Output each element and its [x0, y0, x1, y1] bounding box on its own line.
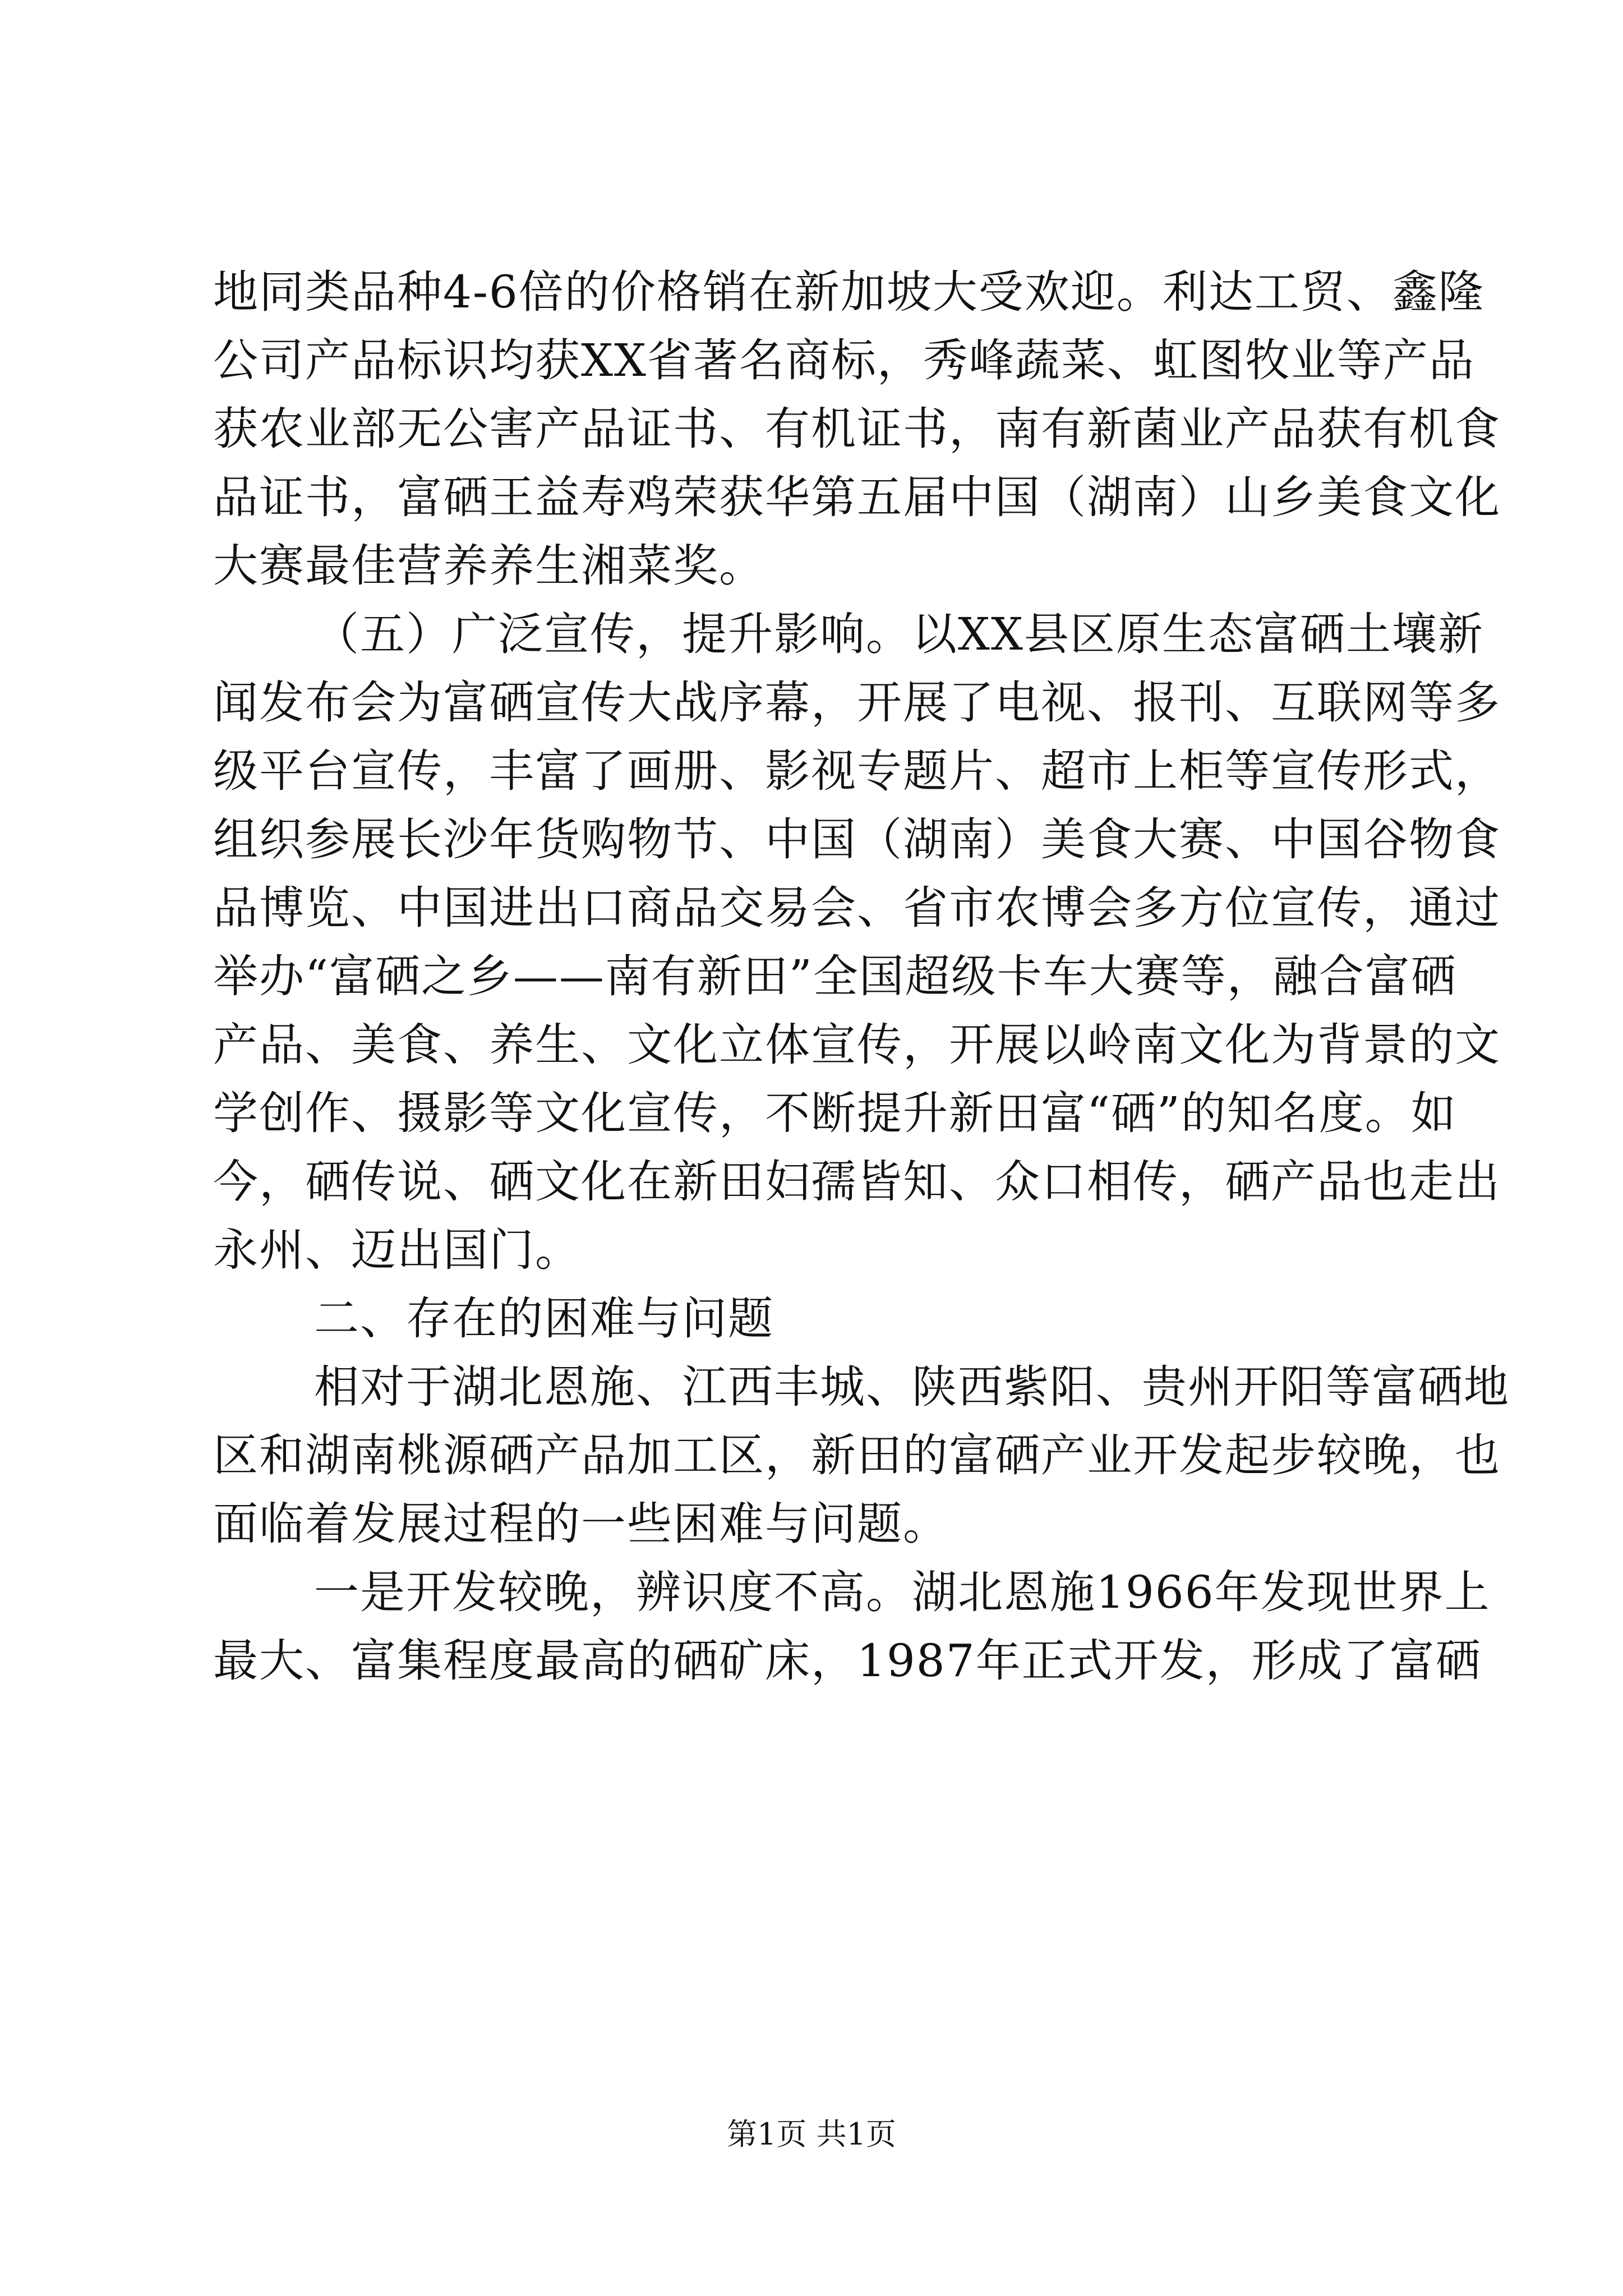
paragraph — [213, 1558, 1491, 1695]
paragraph — [213, 600, 1501, 1285]
text-line: 今，硒传说、硒文化在新田妇孺皆知、众口相传，硒产品也走出 — [213, 1156, 1501, 1208]
text-line: 一是开发较晚，辨识度不高。湖北恩施1966年发现世界上 — [314, 1566, 1491, 1618]
document-body — [213, 258, 1510, 1695]
text-line: 二、存在的困难与问题 — [314, 1292, 774, 1345]
text-line: 区和湖南桃源硒产品加工区，新田的富硒产业开发起步较晚，也 — [213, 1429, 1501, 1481]
text-line: 获农业部无公害产品证书、有机证书，南有新菌业产品获有机食 — [213, 403, 1501, 455]
text-line: 大赛最佳营养养生湘菜奖。 — [213, 540, 765, 592]
text-line: 学创作、摄影等文化宣传，不断提升新田富“硒”的知名度。如 — [213, 1087, 1457, 1139]
text-line: 举办“富硒之乡——南有新田”全国超级卡车大赛等，融合富硒 — [213, 950, 1457, 1002]
text-line: 永州、迈出国门。 — [213, 1224, 581, 1276]
text-line: 品证书，富硒王益寿鸡荣获华第五届中国（湖南）山乡美食文化 — [213, 471, 1501, 523]
text-line: 相对于湖北恩施、江西丰城、陕西紫阳、贵州开阳等富硒地 — [314, 1361, 1510, 1413]
text-line: 最大、富集程度最高的硒矿床，1987年正式开发，形成了富硒 — [213, 1635, 1482, 1687]
section-heading — [213, 1285, 1419, 1353]
text-line: 产品、美食、养生、文化立体宣传，开展以岭南文化为背景的文 — [213, 1019, 1501, 1071]
text-line: 地同类品种4-6倍的价格销在新加坡大受欢迎。利达工贸、鑫隆 — [213, 266, 1484, 318]
text-line: （五）广泛宣传，提升影响。以XX县区原生态富硒土壤新 — [314, 608, 1484, 660]
text-line: 品博览、中国进出口商品交易会、省市农博会多方位宣传，通过 — [213, 882, 1501, 934]
page-footer — [0, 2115, 1623, 2154]
paragraph — [213, 258, 1501, 600]
text-line: 公司产品标识均获XX省著名商标，秀峰蔬菜、虹图牧业等产品 — [213, 334, 1475, 386]
paragraph — [213, 1353, 1510, 1558]
text-line: 面临着发展过程的一些困难与问题。 — [213, 1498, 949, 1550]
text-line: 级平台宣传，丰富了画册、影视专题片、超市上柜等宣传形式， — [213, 745, 1501, 797]
text-line: 组织参展长沙年货购物节、中国（湖南）美食大赛、中国谷物食 — [213, 813, 1501, 866]
text-line: 闻发布会为富硒宣传大战序幕，开展了电视、报刊、互联网等多 — [213, 677, 1501, 729]
page-number-label: 第1页 共1页 — [727, 2116, 896, 2152]
